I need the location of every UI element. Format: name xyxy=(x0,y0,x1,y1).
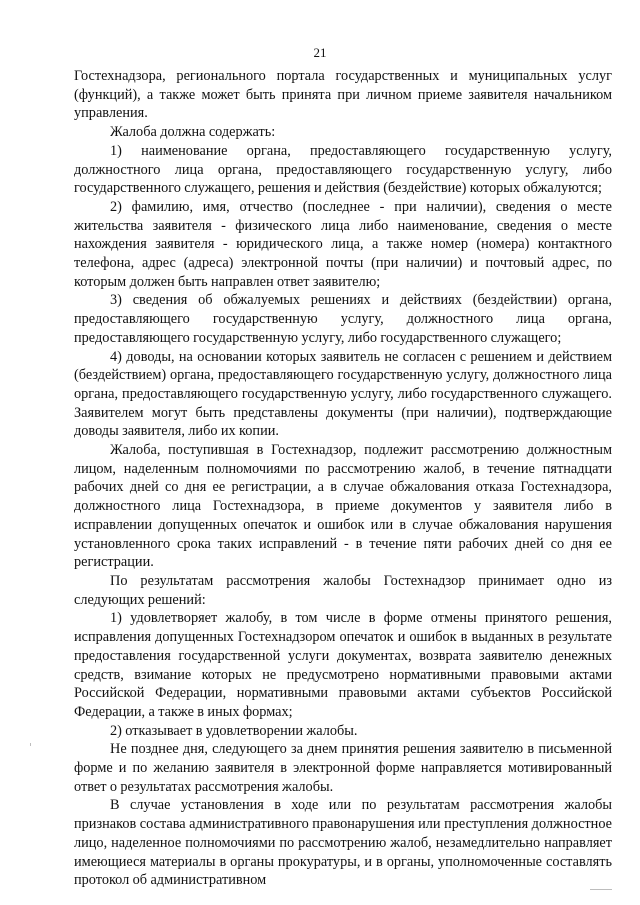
paragraph: Не позднее дня, следующего за днем принятия решения заявителю в письменной форме и по желанию заявителя в электронной форме направляется мотивированный ответ о результатах рассмотрения жалобы. xyxy=(74,741,612,795)
paragraph: 3) сведения об обжалуемых решениях и действиях (бездействии) органа, предоставляющего государственную услугу, должностного лица органа, предоставляющего государственную услугу, либо государственного служащего; xyxy=(74,292,612,346)
paragraph: 1) наименование органа, предоставляющего государственную услугу, должностного лица органа, предоставляющего государственную услугу, либо государственного служащего, решения и действия (бездействие) которых обжалуются; xyxy=(74,142,612,197)
document-body xyxy=(74,67,612,890)
paragraph: В случае установления в ходе или по результатам рассмотрения жалобы признаков состава административного правонарушения или преступления должностное лицо, наделенное полномочиями по рассмотрению жалоб, незамедлительно направляет имеющиеся материалы в органы прокуратуры, и в органы, уполномоченные составлять протокол об административном xyxy=(74,797,612,889)
scan-mark xyxy=(590,889,612,890)
paragraph: 2) отказывает в удовлетворении жалобы. xyxy=(110,722,358,739)
paragraph: 2) фамилию, имя, отчество (последнее - при наличии), сведения о месте жительства заявителя - физического лица либо наименование, сведения о месте нахождения заявителя - юридического лица, а также номер (номера) контактного телефона, адрес (адреса) электронной почты (при наличии) и почтовый адрес, по которым должен быть направлен ответ заявителю; xyxy=(74,198,612,290)
scan-mark xyxy=(30,743,31,746)
paragraph: 1) удовлетворяет жалобу, в том числе в форме отмены принятого решения, исправления допущенных Гостехнадзором опечаток и ошибок в выданных в результате предоставления государственной услуги документах, возврата заявителю денежных средств, взимание которых не предусмотрено нормативными правовыми актами Российской Федерации, нормативными правовыми актами субъектов Российской Федерации, а также в иных формах; xyxy=(74,610,612,720)
paragraph: 4) доводы, на основании которых заявитель не согласен с решением и действием (бездействием) органа, предоставляющего государственную услугу, должностного лица органа, предоставляющего государственную услугу, либо государственного служащего. Заявителем могут быть представлены документы (при наличии), подтверждающие доводы заявителя, либо их копии. xyxy=(74,348,612,440)
page-number: 21 xyxy=(313,45,327,60)
paragraph: Жалоба, поступившая в Гостехнадзор, подлежит рассмотрению должностным лицом, наделенным полномочиями по рассмотрению жалоб, в течение пятнадцати рабочих дней со дня ее регистрации, а в случае обжалования отказа Гостехнадзора, должностного лица Гостехнадзора, в приеме документов у заявителя либо в исправлении допущенных опечаток и ошибок или в случае обжалования нарушения установленного срока таких исправлений - в течение пяти рабочих дней со дня ее регистрации. xyxy=(74,442,612,571)
paragraph: Жалоба должна содержать: xyxy=(110,124,276,141)
paragraph: По результатам рассмотрения жалобы Гостехнадзор принимает одно из следующих решений: xyxy=(74,572,612,608)
paragraph: Гостехнадзора, регионального портала государственных и муниципальных услуг (функций), а также может быть принята при личном приеме заявителя начальником управления. xyxy=(74,68,612,122)
